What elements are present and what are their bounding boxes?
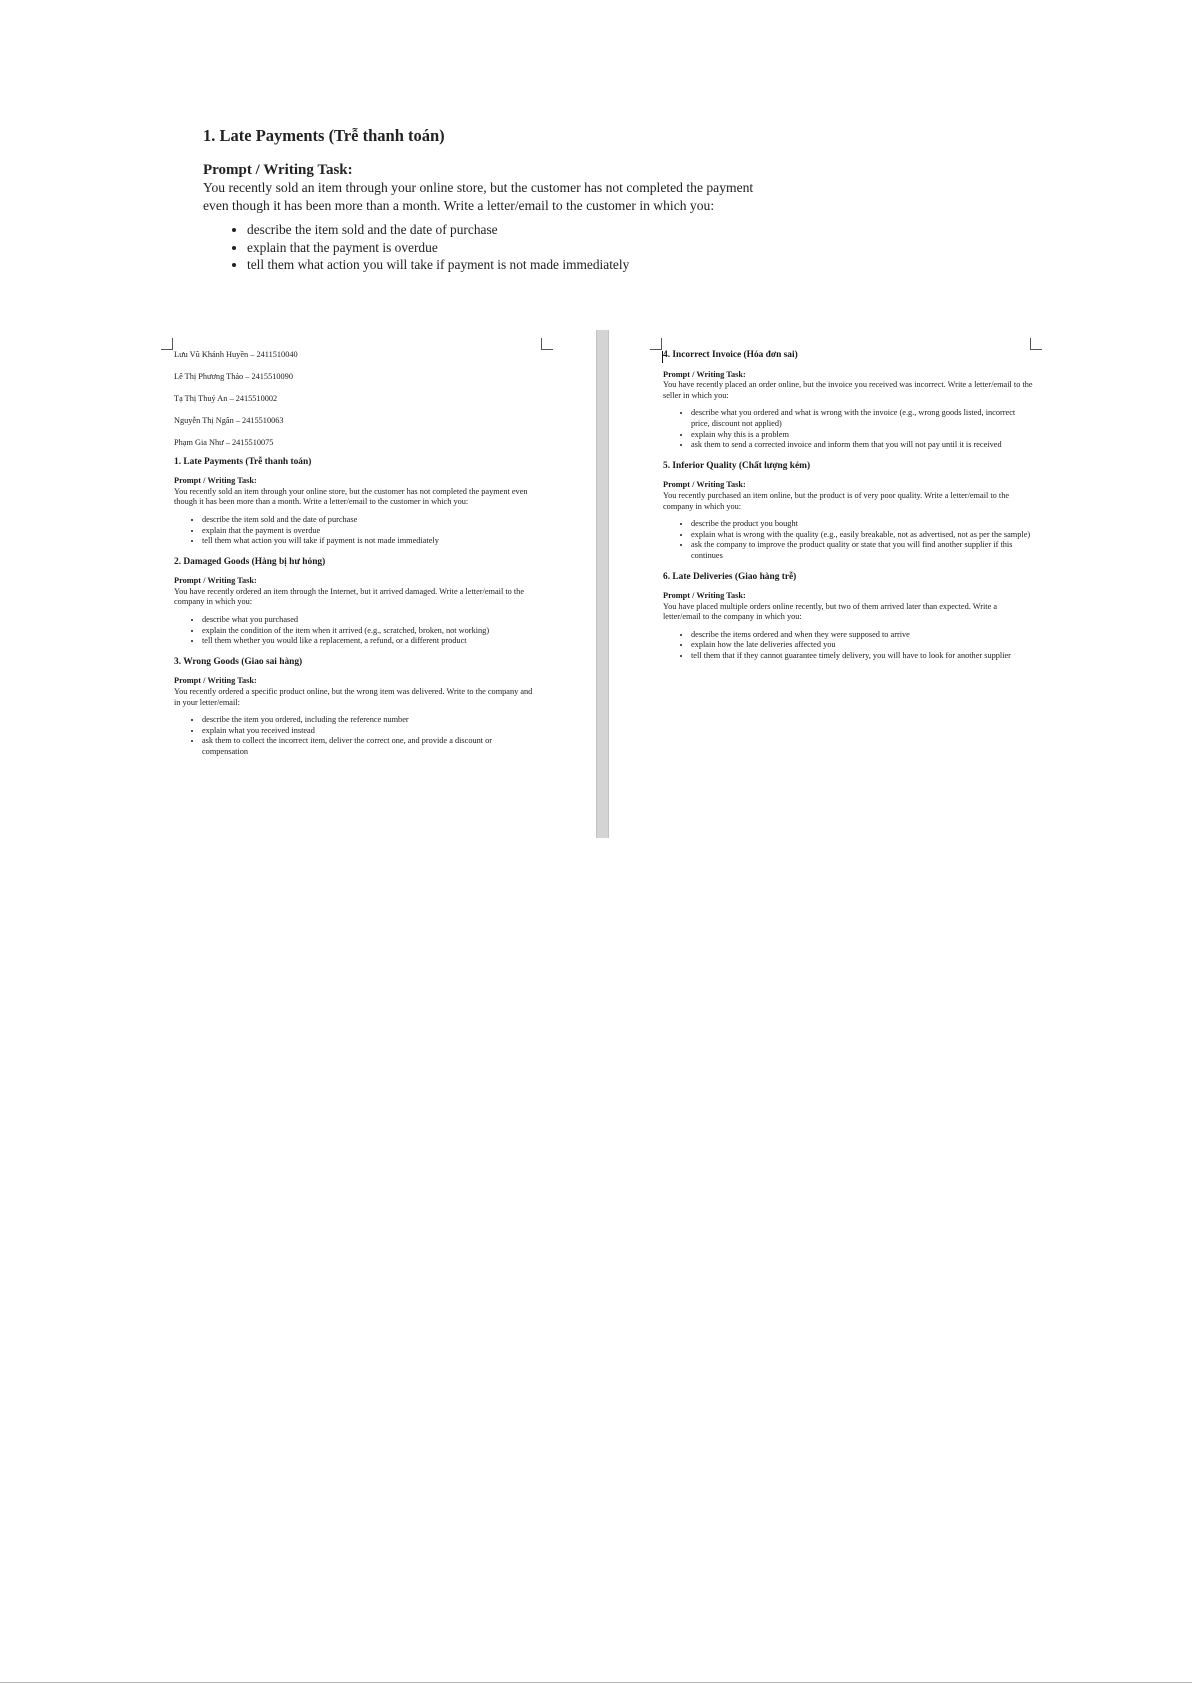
prompt-text: You have placed multiple orders online recently, but two of them arrived later than expected. Write a letter/email to the company in which you: <box>663 601 998 622</box>
prompt-text: You recently sold an item through your online store, but the customer has not completed the payment even though it has been more than a month. Write a letter/email to the customer in which you: <box>174 486 528 507</box>
excerpt-prompt-label: Prompt / Writing Task: <box>203 162 353 178</box>
margin-mark-icon <box>650 338 662 350</box>
student-name: Lê Thị Phương Thảo – 2415510090 <box>174 371 293 381</box>
bullet-item: • tell them what action you will take if payment is not made immediately <box>202 536 536 547</box>
bullet-item: • explain the condition of the item when it arrived (e.g., scratched, broken, not working) <box>202 626 536 637</box>
section-title: 2. Damaged Goods (Hàng bị hư hỏng) <box>174 556 326 567</box>
bullet-item: • tell them whether you would like a replacement, a refund, or a different product <box>202 636 536 647</box>
prompt-text: You recently purchased an item online, but the product is of very poor quality. Write a letter/email to the company in which you: <box>663 490 1010 511</box>
bullet-item: • describe the product you bought <box>691 519 1035 530</box>
prompt-text: You have recently placed an order online, but the invoice you received was incorrect. Write a letter/email to the seller in which you: <box>663 380 1033 400</box>
excerpt-bullet: • explain that the payment is overdue <box>247 239 773 257</box>
section-title: 5. Inferior Quality (Chất lượng kém) <box>663 460 811 471</box>
prompt-label: Prompt / Writing Task: <box>663 369 746 379</box>
excerpt-bullet-list <box>203 221 773 274</box>
student-name: Lưu Vũ Khánh Huyền – 2411510040 <box>174 350 298 359</box>
bullet-item: • describe the item you ordered, including the reference number <box>202 715 536 726</box>
bullet-item: • describe the items ordered and when they were supposed to arrive <box>691 630 1035 641</box>
student-name: Phạm Gia Như – 2415510075 <box>174 437 274 447</box>
bullet-list <box>663 519 1035 561</box>
excerpt-bullet: • tell them what action you will take if payment is not made immediately <box>247 256 773 274</box>
bullet-item: • tell them that if they cannot guarantee timely delivery, you will have to look for another supplier <box>691 651 1035 662</box>
section-title: 3. Wrong Goods (Giao sai hàng) <box>174 656 303 667</box>
section-title: 4. Incorrect Invoice (Hóa đơn sai) <box>663 350 798 360</box>
excerpt-prompt-text: You recently sold an item through your online store, but the customer has not completed the payment even though it has been more than a month. Write a letter/email to the customer in which you: <box>203 180 754 213</box>
left-page <box>174 350 536 768</box>
student-name: Tạ Thị Thuý An – 2415510002 <box>174 393 278 403</box>
section-title: 1. Late Payments (Trễ thanh toán) <box>174 456 312 467</box>
student-name: Nguyễn Thị Ngân – 2415510063 <box>174 415 284 425</box>
page-divider <box>596 330 609 838</box>
bullet-item: • explain what you received instead <box>202 726 536 737</box>
bullet-item: • explain how the late deliveries affected you <box>691 640 1035 651</box>
right-page <box>663 350 1035 672</box>
footer-rule <box>0 1682 1192 1683</box>
prompt-text: You have recently ordered an item through the Internet, but it arrived damaged. Write a letter/email to the company in which you: <box>174 586 525 607</box>
bullet-item: • describe the item sold and the date of purchase <box>202 515 536 526</box>
prompt-label: Prompt / Writing Task: <box>174 676 257 686</box>
margin-mark-icon <box>161 338 173 350</box>
prompt-label: Prompt / Writing Task: <box>663 591 746 601</box>
bullet-item: • ask them to send a corrected invoice and inform them that you will not pay until it is received <box>691 440 1035 451</box>
bullet-item: • describe what you ordered and what is wrong with the invoice (e.g., wrong goods listed, incorrect price, discount not applied) <box>691 408 1035 429</box>
bullet-item: • ask the company to improve the product quality or state that you will find another supplier if this continues <box>691 540 1035 561</box>
bullet-list <box>174 615 536 647</box>
excerpt-bullet: • describe the item sold and the date of purchase <box>247 221 773 239</box>
margin-mark-icon <box>541 338 553 350</box>
bullet-list <box>174 515 536 547</box>
prompt-label: Prompt / Writing Task: <box>174 576 257 586</box>
margin-mark-icon <box>1030 338 1042 350</box>
prompt-label: Prompt / Writing Task: <box>663 480 746 490</box>
section-title: 6. Late Deliveries (Giao hàng trễ) <box>663 571 797 582</box>
excerpt-block <box>203 126 773 274</box>
bullet-item: • explain that the payment is overdue <box>202 526 536 537</box>
prompt-label: Prompt / Writing Task: <box>174 476 257 486</box>
bullet-list <box>174 715 536 757</box>
bullet-list <box>663 408 1035 450</box>
bullet-item: • ask them to collect the incorrect item, deliver the correct one, and provide a discount or compensation <box>202 736 536 757</box>
bullet-item: • explain why this is a problem <box>691 430 1035 441</box>
bullet-item: • explain what is wrong with the quality (e.g., easily breakable, not as advertised, not as per the sample) <box>691 530 1035 541</box>
bullet-item: • describe what you purchased <box>202 615 536 626</box>
bullet-list <box>663 630 1035 662</box>
prompt-text: You recently ordered a specific product online, but the wrong item was delivered. Write to the company and in your letter/email: <box>174 687 533 707</box>
excerpt-title: 1. Late Payments (Trễ thanh toán) <box>203 126 445 145</box>
